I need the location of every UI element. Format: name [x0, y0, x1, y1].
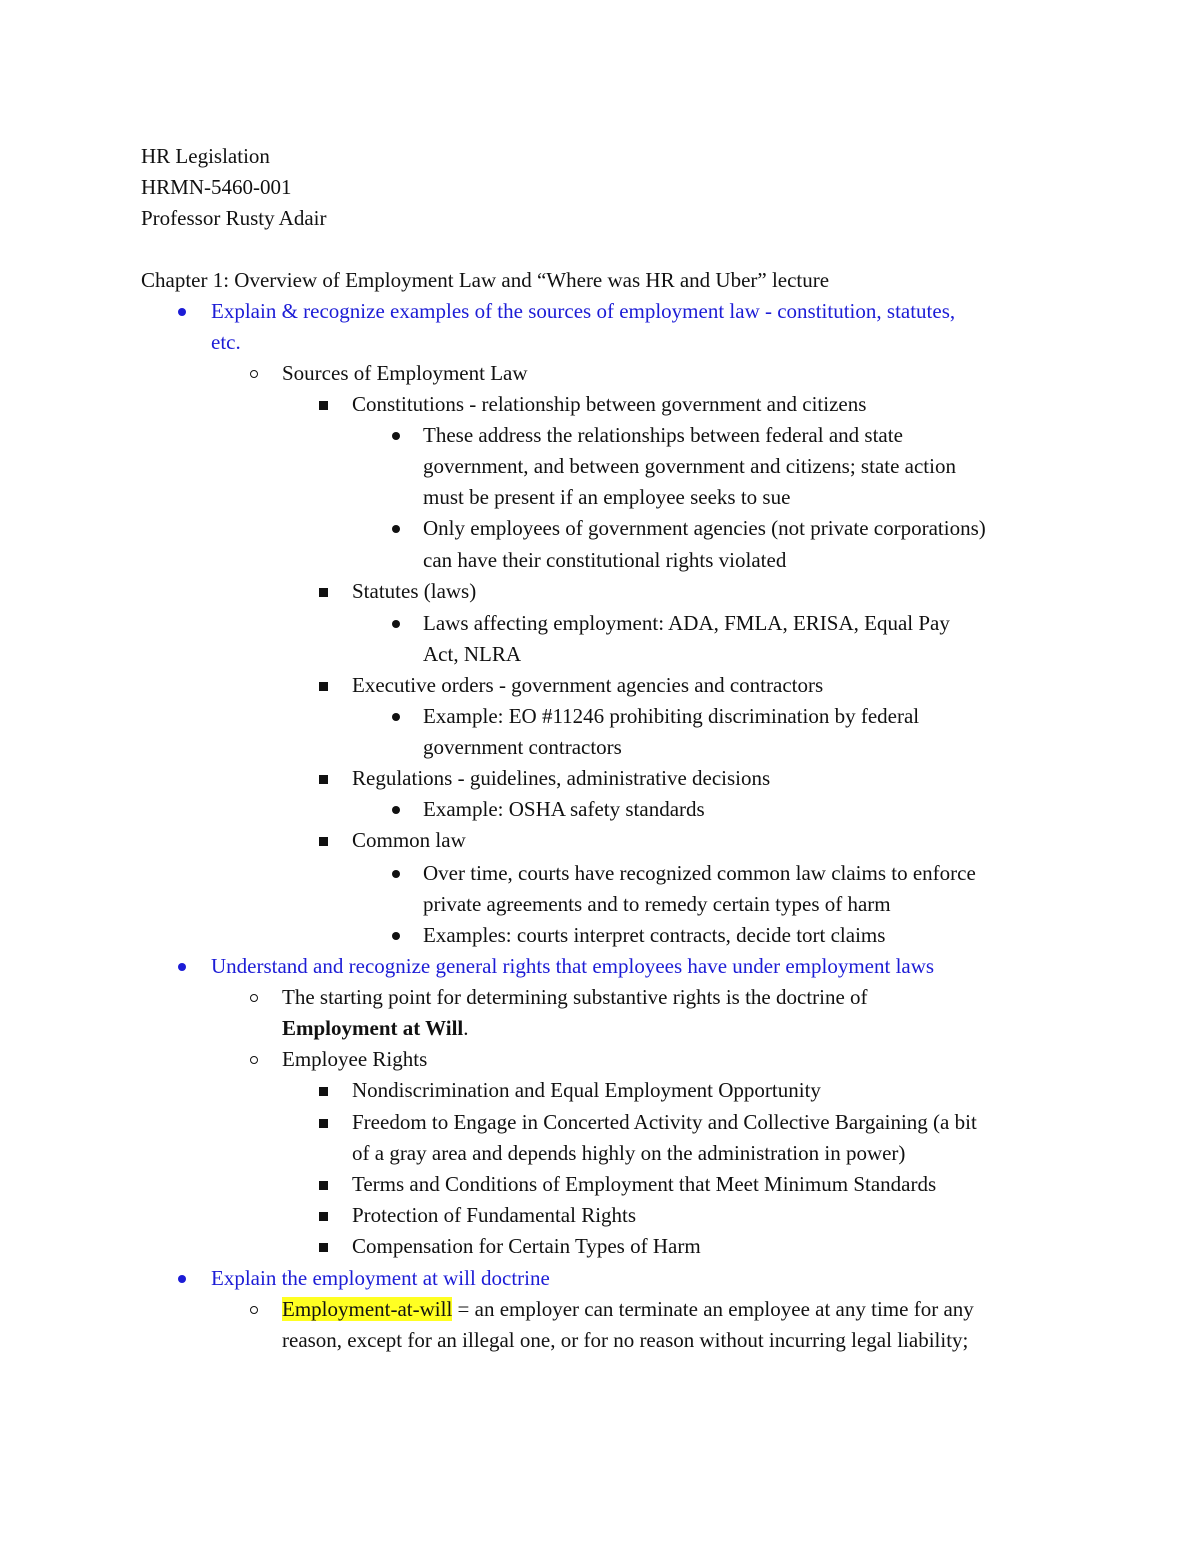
bullet-disc-icon [392, 713, 400, 721]
statutes-item: Statutes (laws) [352, 579, 477, 603]
constitutions-item: Constitutions - relationship between government and citizens [352, 392, 867, 416]
definition-line-1 [282, 1294, 974, 1325]
regulations-item: Regulations - guidelines, administrative decisions [352, 766, 771, 790]
right-item-3: Terms and Conditions of Employment that Meet Minimum Standards [352, 1172, 937, 1196]
course-title: HR Legislation [141, 144, 270, 168]
right-item-2-line-2: of a gray area and depends highly on the administration in power) [352, 1141, 906, 1165]
bullet-disc-icon [392, 806, 400, 814]
bullet-disc-icon [178, 963, 186, 971]
bullet-square-icon [319, 1243, 328, 1252]
employee-rights-heading: Employee Rights [282, 1047, 428, 1071]
right-item-1: Nondiscrimination and Equal Employment Opportunity [352, 1078, 821, 1102]
bullet-circle-icon [250, 1056, 258, 1064]
sources-heading: Sources of Employment Law [282, 361, 528, 385]
constitutions-detail-1-line-2: government, and between government and citizens; state action [423, 454, 956, 478]
bullet-square-icon [319, 588, 328, 597]
statutes-detail-line-2: Act, NLRA [423, 642, 521, 666]
employment-at-will-term: Employment at Will [282, 1016, 464, 1040]
objective-1-line-1: Explain & recognize examples of the sources of employment law - constitution, statutes, [211, 299, 956, 323]
objective-1-line-2: etc. [211, 330, 241, 354]
bullet-circle-icon [250, 370, 258, 378]
common-law-detail-1-line-1: Over time, courts have recognized common law claims to enforce [423, 861, 976, 885]
bullet-disc-icon [178, 308, 186, 316]
objective-2-line-1: Understand and recognize general rights that employees have under employment laws [211, 954, 935, 978]
bullet-square-icon [319, 1119, 328, 1128]
bullet-square-icon [319, 401, 328, 410]
starting-point-line-1: The starting point for determining substantive rights is the doctrine of [282, 985, 868, 1009]
common-law-item: Common law [352, 828, 466, 852]
course-code: HRMN-5460-001 [141, 175, 292, 199]
bullet-square-icon [319, 1212, 328, 1221]
bullet-disc-icon [392, 525, 400, 533]
right-item-2-line-1: Freedom to Engage in Concerted Activity and Collective Bargaining (a bit [352, 1110, 977, 1134]
right-item-5: Compensation for Certain Types of Harm [352, 1234, 701, 1258]
bullet-square-icon [319, 775, 328, 784]
bullet-disc-icon [178, 1275, 186, 1283]
starting-point-line-2 [282, 1013, 469, 1044]
starting-point-end: . [463, 1016, 469, 1040]
professor-name: Professor Rusty Adair [141, 206, 327, 230]
definition-line-2: reason, except for an illegal one, or for no reason without incurring legal liability; [282, 1328, 969, 1352]
executive-orders-detail-line-2: government contractors [423, 735, 622, 759]
bullet-circle-icon [250, 1306, 258, 1314]
objective-3-line-1: Explain the employment at will doctrine [211, 1266, 550, 1290]
bullet-disc-icon [392, 932, 400, 940]
constitutions-detail-2-line-2: can have their constitutional rights violated [423, 548, 787, 572]
definition-text-1: = an employer can terminate an employee at any time for any [452, 1297, 974, 1321]
right-item-4: Protection of Fundamental Rights [352, 1203, 637, 1227]
bullet-disc-icon [392, 870, 400, 878]
regulations-detail: Example: OSHA safety standards [423, 797, 705, 821]
constitutions-detail-1-line-3: must be present if an employee seeks to sue [423, 485, 791, 509]
constitutions-detail-2-line-1: Only employees of government agencies (not private corporations) [423, 516, 986, 540]
bullet-square-icon [319, 837, 328, 846]
employment-at-will-highlight: Employment-at-will [282, 1297, 453, 1321]
bullet-disc-icon [392, 432, 400, 440]
common-law-detail-1-line-2: private agreements and to remedy certain types of harm [423, 892, 891, 916]
common-law-detail-2: Examples: courts interpret contracts, decide tort claims [423, 923, 886, 947]
executive-orders-item: Executive orders - government agencies and contractors [352, 673, 824, 697]
constitutions-detail-1-line-1: These address the relationships between federal and state [423, 423, 903, 447]
chapter-title: Chapter 1: Overview of Employment Law and “Where was HR and Uber” lecture [141, 268, 830, 292]
bullet-square-icon [319, 1181, 328, 1190]
bullet-disc-icon [392, 620, 400, 628]
statutes-detail-line-1: Laws affecting employment: ADA, FMLA, ERISA, Equal Pay [423, 611, 950, 635]
bullet-circle-icon [250, 994, 258, 1002]
bullet-square-icon [319, 682, 328, 691]
bullet-square-icon [319, 1087, 328, 1096]
executive-orders-detail-line-1: Example: EO #11246 prohibiting discrimination by federal [423, 704, 920, 728]
